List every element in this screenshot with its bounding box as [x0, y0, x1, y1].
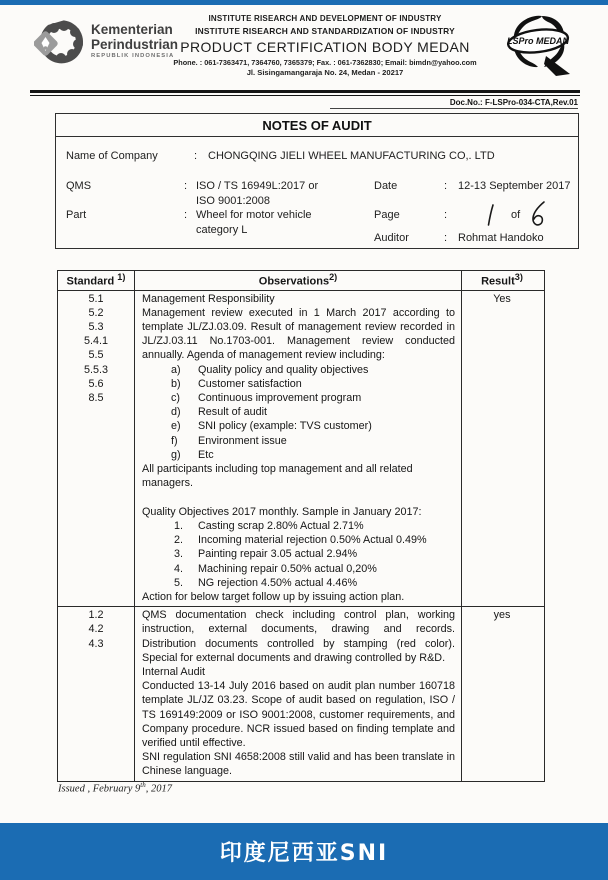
- list-text: Etc: [198, 448, 214, 461]
- observation-paragraph: Quality Objectives 2017 monthly. Sample in January 2017:: [142, 505, 422, 518]
- list-text: Quality policy and quality objectives: [198, 363, 369, 376]
- result-header-footnote: 3): [514, 272, 523, 282]
- ministry-line1: Kementerian: [91, 21, 173, 37]
- lspro-logo-text: LSPro MEDAN: [506, 36, 570, 46]
- observations-cell: [134, 291, 461, 606]
- auditor-value: Rohmat Handoko: [458, 232, 544, 244]
- lspro-q-icon: [500, 10, 578, 82]
- list-text: Machining repair 0.50% actual 0,20%: [198, 562, 377, 575]
- ministry-line2: Perindustrian: [91, 36, 179, 52]
- address-line: Jl. Sisingamangaraja No. 24, Medan - 20217: [246, 68, 404, 77]
- clause-ref: 1.2: [88, 609, 104, 622]
- list-text: Continuous improvement program: [198, 392, 362, 405]
- clause-ref: 5.3: [88, 321, 104, 334]
- column-header-result: [461, 271, 542, 290]
- clause-ref: 5.4.1: [83, 335, 108, 348]
- list-item: [142, 562, 455, 576]
- page-label: Page: [374, 209, 400, 221]
- clause-ref: 4.3: [88, 637, 104, 650]
- list-marker: 1.: [174, 519, 184, 532]
- standard-header-footnote: 1): [117, 272, 126, 282]
- table-header-row: [58, 271, 544, 290]
- observation-paragraph: Management review executed in 1 March 2017 according to template JL/ZJ.03.09. Result of management review recorded in JL/ZJ.03.11 No.1703-001. Management review conducted annually. Agenda of management review including:: [142, 306, 455, 362]
- institute-line1: INSTITUTE RISEARCH AND DEVELOPMENT OF INDUSTRY: [208, 14, 442, 23]
- gear-icon: [34, 14, 86, 66]
- table-row: [58, 606, 544, 780]
- part-value-line2: category L: [196, 224, 248, 236]
- list-text: SNI policy (example: TVS customer): [198, 420, 372, 433]
- observation-paragraph: Conducted 13-14 July 2016 based on audit plan number 160718 template JL/JZ 03.23. Scope of audit based on regulation, ISO / TS 169149:2009 or ISO 9001:2008, customer requirements, and Company procedure. NCR issued based on finding template and verified until effective.: [142, 680, 455, 749]
- page-total-handwritten: [529, 200, 547, 231]
- institution-titles: [165, 12, 485, 77]
- list-text: NG rejection 4.50% actual 4.46%: [198, 576, 358, 589]
- part-colon: :: [184, 209, 188, 221]
- list-item: [142, 533, 455, 547]
- date-label: Date: [374, 180, 398, 192]
- clause-ref: 5.2: [88, 306, 104, 319]
- issued-year: , 2017: [145, 783, 172, 795]
- list-marker: 3.: [174, 548, 184, 561]
- company-value: CHONGQING JIELI WHEEL MANUFACTURING CO,. LTD: [208, 150, 495, 162]
- column-header-standard: [58, 271, 134, 290]
- bottom-banner: [0, 823, 608, 880]
- auditor-label: Auditor: [374, 232, 409, 244]
- list-marker: c): [171, 392, 180, 405]
- standard-header-label: Standard: [66, 275, 115, 288]
- doc-number: Doc.No.: F-LSPro-034-CTA,Rev.01: [330, 98, 578, 109]
- standard-clauses-cell: [58, 607, 134, 780]
- company-colon: :: [194, 150, 198, 162]
- list-text: Environment issue: [198, 434, 287, 447]
- list-item: [142, 405, 455, 419]
- list-item: [142, 448, 455, 462]
- qms-colon: :: [184, 180, 188, 192]
- notes-of-audit-box: [55, 113, 579, 249]
- list-item: [142, 434, 455, 448]
- blank-line: [142, 491, 455, 505]
- date-colon: :: [444, 180, 448, 192]
- issued-date-line: [58, 781, 172, 795]
- banner-text: 印度尼西亚SNI: [219, 841, 389, 866]
- list-item: [142, 391, 455, 405]
- clause-ref: 5.5: [88, 349, 104, 362]
- list-text: Customer satisfaction: [198, 377, 302, 390]
- observations-header-label: Observations: [258, 275, 330, 288]
- top-blue-bar: [0, 0, 608, 5]
- list-text: Result of audit: [198, 406, 268, 419]
- clause-ref: 4.2: [88, 623, 104, 636]
- clause-ref: 5.5.3: [83, 363, 108, 376]
- auditor-colon: :: [444, 232, 448, 244]
- list-text: Incoming material rejection 0.50% Actual 0.49%: [198, 534, 427, 547]
- contact-line: Phone. : 061-7363471, 7364760, 7365379; Fax. : 061-7362830; Email: bimdn@yahoo.com: [173, 58, 477, 67]
- list-marker: d): [171, 406, 181, 419]
- institute-line2: INSTITUTE RISEARCH AND STANDARDIZATION OF INDUSTRY: [195, 26, 455, 36]
- table-row: [58, 290, 544, 606]
- company-label: Name of Company: [66, 150, 158, 162]
- result-cell: yes: [461, 607, 542, 780]
- observations-header-footnote: 2): [329, 272, 338, 282]
- clause-ref: 5.6: [88, 377, 104, 390]
- observations-cell: [134, 607, 461, 780]
- page-current-handwritten: [484, 203, 496, 230]
- observation-paragraph: SNI regulation SNI 4658:2008 still valid and has been translate in Chinese language.: [142, 751, 455, 778]
- list-item: [142, 377, 455, 391]
- list-marker: f): [171, 434, 178, 447]
- observation-heading: Management Responsibility: [142, 292, 275, 305]
- list-item: [142, 519, 455, 533]
- list-item: [142, 547, 455, 561]
- qms-label: QMS: [66, 180, 92, 192]
- result-header-label: Result: [481, 275, 515, 288]
- column-header-observations: [134, 271, 461, 290]
- page-colon: :: [444, 209, 448, 221]
- lspro-medan-logo: [500, 10, 578, 87]
- header-divider: [30, 90, 580, 96]
- observation-paragraph: Action for below target follow up by issuing action plan.: [142, 590, 405, 603]
- observation-paragraph: QMS documentation check including control plan, working instruction, external documents, drawing and records. Distribution documents controlled by stamping (red color). Special for external documents and drawing controlled by R&D.: [142, 609, 455, 664]
- form-title: NOTES OF AUDIT: [56, 114, 578, 137]
- list-marker: a): [171, 363, 181, 376]
- list-marker: b): [171, 377, 181, 390]
- qms-value-line2: ISO 9001:2008: [196, 195, 271, 207]
- list-marker: g): [171, 448, 181, 461]
- part-value-line1: Wheel for motor vehicle: [196, 209, 312, 221]
- result-cell: Yes: [461, 291, 542, 606]
- qms-value-line1: ISO / TS 16949L:2017 or: [196, 180, 319, 192]
- clause-ref: 8.5: [88, 392, 104, 405]
- ministry-line3: REPUBLIK INDONESIA: [91, 52, 175, 59]
- issued-text: Issued , February 9: [58, 783, 141, 795]
- observation-paragraph: All participants including top management and all related managers.: [142, 463, 413, 490]
- certification-body-title: PRODUCT CERTIFICATION BODY MEDAN: [180, 39, 470, 55]
- page-of-label: of: [511, 209, 521, 221]
- list-text: Painting repair 3.05 actual 2.94%: [198, 548, 358, 561]
- list-item: [142, 576, 455, 590]
- list-item: [142, 419, 455, 433]
- list-marker: 2.: [174, 534, 184, 547]
- list-marker: 5.: [174, 576, 184, 589]
- ministry-logo: [34, 14, 178, 66]
- list-marker: 4.: [174, 562, 184, 575]
- list-item: [142, 363, 455, 377]
- audit-table: [57, 270, 545, 782]
- clause-ref: 5.1: [88, 292, 104, 305]
- letterhead: [30, 12, 580, 88]
- list-marker: e): [171, 420, 181, 433]
- standard-clauses-cell: [58, 291, 134, 606]
- observation-heading: Internal Audit: [142, 665, 206, 678]
- part-label: Part: [66, 209, 87, 221]
- list-text: Casting scrap 2.80% Actual 2.71%: [198, 519, 364, 532]
- date-value: 12-13 September 2017: [458, 180, 571, 192]
- issued-ordinal: th: [140, 781, 146, 789]
